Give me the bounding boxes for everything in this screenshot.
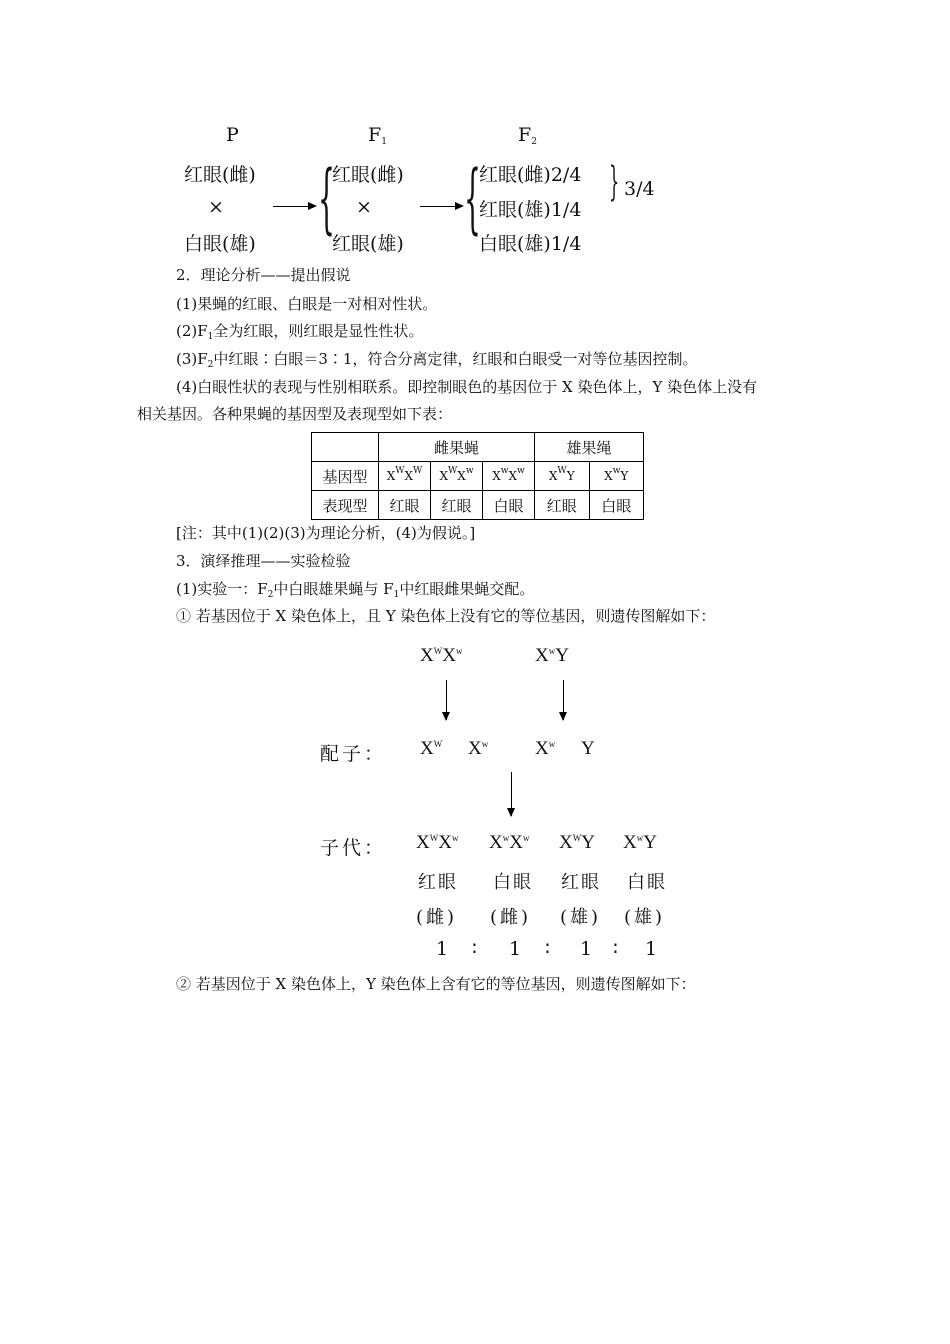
- offspring-sex: (雄): [624, 907, 666, 928]
- row-label-phenotype: 表现型: [312, 491, 379, 520]
- female-header: 雌果蝇: [379, 433, 535, 462]
- f1-male: 红眼(雄): [332, 233, 404, 255]
- para-3: $(3)F_2$中红眼∶白眼＝3∶1，符合分离定律，红眼和白眼受一对等位基因控制。: [176, 350, 698, 370]
- gamete-label: 配子：: [320, 743, 387, 765]
- row-label-genotype: 基因型: [312, 462, 379, 491]
- f1-times: ×: [356, 196, 372, 218]
- parent-female-genotype: $X^WX^w$: [420, 645, 463, 666]
- gamete: $X^W$: [420, 738, 443, 759]
- arrow-female-gamete: [446, 680, 447, 720]
- offspring-sex: (雌): [490, 907, 532, 928]
- para-4-line2: 相关基因。各种果蝇的基因型及表现型如下表：: [137, 405, 453, 423]
- genotype-cell: $X^WY$: [535, 462, 590, 491]
- section-2-heading: 2．理论分析——提出假说: [176, 266, 351, 284]
- f2-label: $F_2$: [518, 124, 537, 147]
- arrow-f1-f2: [420, 206, 462, 207]
- p-times: ×: [208, 196, 224, 218]
- genotype-cell: $X^WX^W$: [379, 462, 431, 491]
- offspring-trait: 白眼: [627, 872, 667, 893]
- table-corner: [312, 433, 379, 462]
- offspring-genotype: $X^wY$: [623, 832, 657, 853]
- genotype-cell: $X^wX^w$: [483, 462, 535, 491]
- offspring-label: 子代：: [320, 837, 387, 859]
- arrow-male-gamete: [563, 680, 564, 720]
- ratio-separator: ∶: [472, 938, 477, 960]
- parent-male-genotype: $X^wY$: [535, 645, 569, 666]
- para-1: (1)果蝇的红眼、白眼是一对相对性状。: [176, 295, 438, 313]
- ratio-value: 1: [580, 938, 593, 960]
- genotype-table: [311, 432, 644, 520]
- male-header: 雄果绳: [535, 433, 644, 462]
- f1-female: 红眼(雌): [332, 164, 404, 186]
- phenotype-cell: 红眼: [431, 491, 483, 520]
- offspring-trait: 红眼: [418, 872, 458, 893]
- phenotype-cell: 白眼: [589, 491, 644, 520]
- offspring-genotype: $X^WY$: [559, 832, 595, 853]
- offspring-trait: 红眼: [561, 872, 601, 893]
- f2-row-a: 红眼(雌)2/4: [479, 164, 582, 186]
- arrow-offspring: [511, 772, 512, 816]
- f2-row-b: 红眼(雄)1/4: [479, 199, 582, 221]
- ratio-value: 1: [509, 938, 522, 960]
- section-3-heading: 3．演绎推理——实验检验: [176, 552, 351, 570]
- f2-sum: 3/4: [624, 178, 655, 200]
- genotype-cell: $X^wY$: [589, 462, 644, 491]
- ratio-separator: ∶: [613, 938, 618, 960]
- phenotype-cell: 红眼: [535, 491, 590, 520]
- offspring-sex: (雄): [560, 907, 602, 928]
- f1-label: $F_1$: [368, 124, 387, 147]
- ratio-separator: ∶: [545, 938, 550, 960]
- f2-row-c: 白眼(雄)1/4: [479, 233, 582, 255]
- p-female: 红眼(雌): [184, 164, 256, 186]
- case-2: ② 若基因位于 X 染色体上，Y 染色体上含有它的等位基因，则遗传图解如下：: [176, 975, 696, 993]
- offspring-genotype: $X^wX^w$: [489, 832, 530, 853]
- brace-f1: {: [318, 153, 335, 242]
- para-4-line1: (4)白眼性状的表现与性别相联系。即控制眼色的基因位于 X 染色体上，Y 染色体上没有: [176, 378, 758, 396]
- case-1: ① 若基因位于 X 染色体上，且 Y 染色体上没有它的等位基因，则遗传图解如下：: [176, 607, 716, 625]
- phenotype-cell: 红眼: [379, 491, 431, 520]
- offspring-genotype: $X^WX^w$: [416, 832, 459, 853]
- phenotype-cell: 白眼: [483, 491, 535, 520]
- genotype-cell: $X^WX^w$: [431, 462, 483, 491]
- note: [注：其中(1)(2)(3)为理论分析，(4)为假说。]: [176, 524, 476, 542]
- para-2: $(2)F_1$全为红眼，则红眼是显性性状。: [176, 322, 424, 342]
- p-male: 白眼(雄): [184, 233, 256, 255]
- experiment-1: (1)实验一：$F_2$中白眼雄果蝇与 $F_1$中红眼雌果蝇交配。: [176, 580, 535, 600]
- offspring-sex: (雌): [416, 907, 458, 928]
- gamete: Y: [581, 738, 595, 759]
- gamete: $X^w$: [535, 738, 556, 759]
- brace-right: }: [609, 159, 620, 205]
- ratio-value: 1: [645, 938, 658, 960]
- offspring-trait: 白眼: [493, 872, 533, 893]
- ratio-value: 1: [436, 938, 449, 960]
- gamete: $X^w$: [468, 738, 489, 759]
- brace-f2: {: [464, 153, 481, 242]
- arrow-p-f1: [273, 206, 315, 207]
- p-label: P: [226, 124, 239, 146]
